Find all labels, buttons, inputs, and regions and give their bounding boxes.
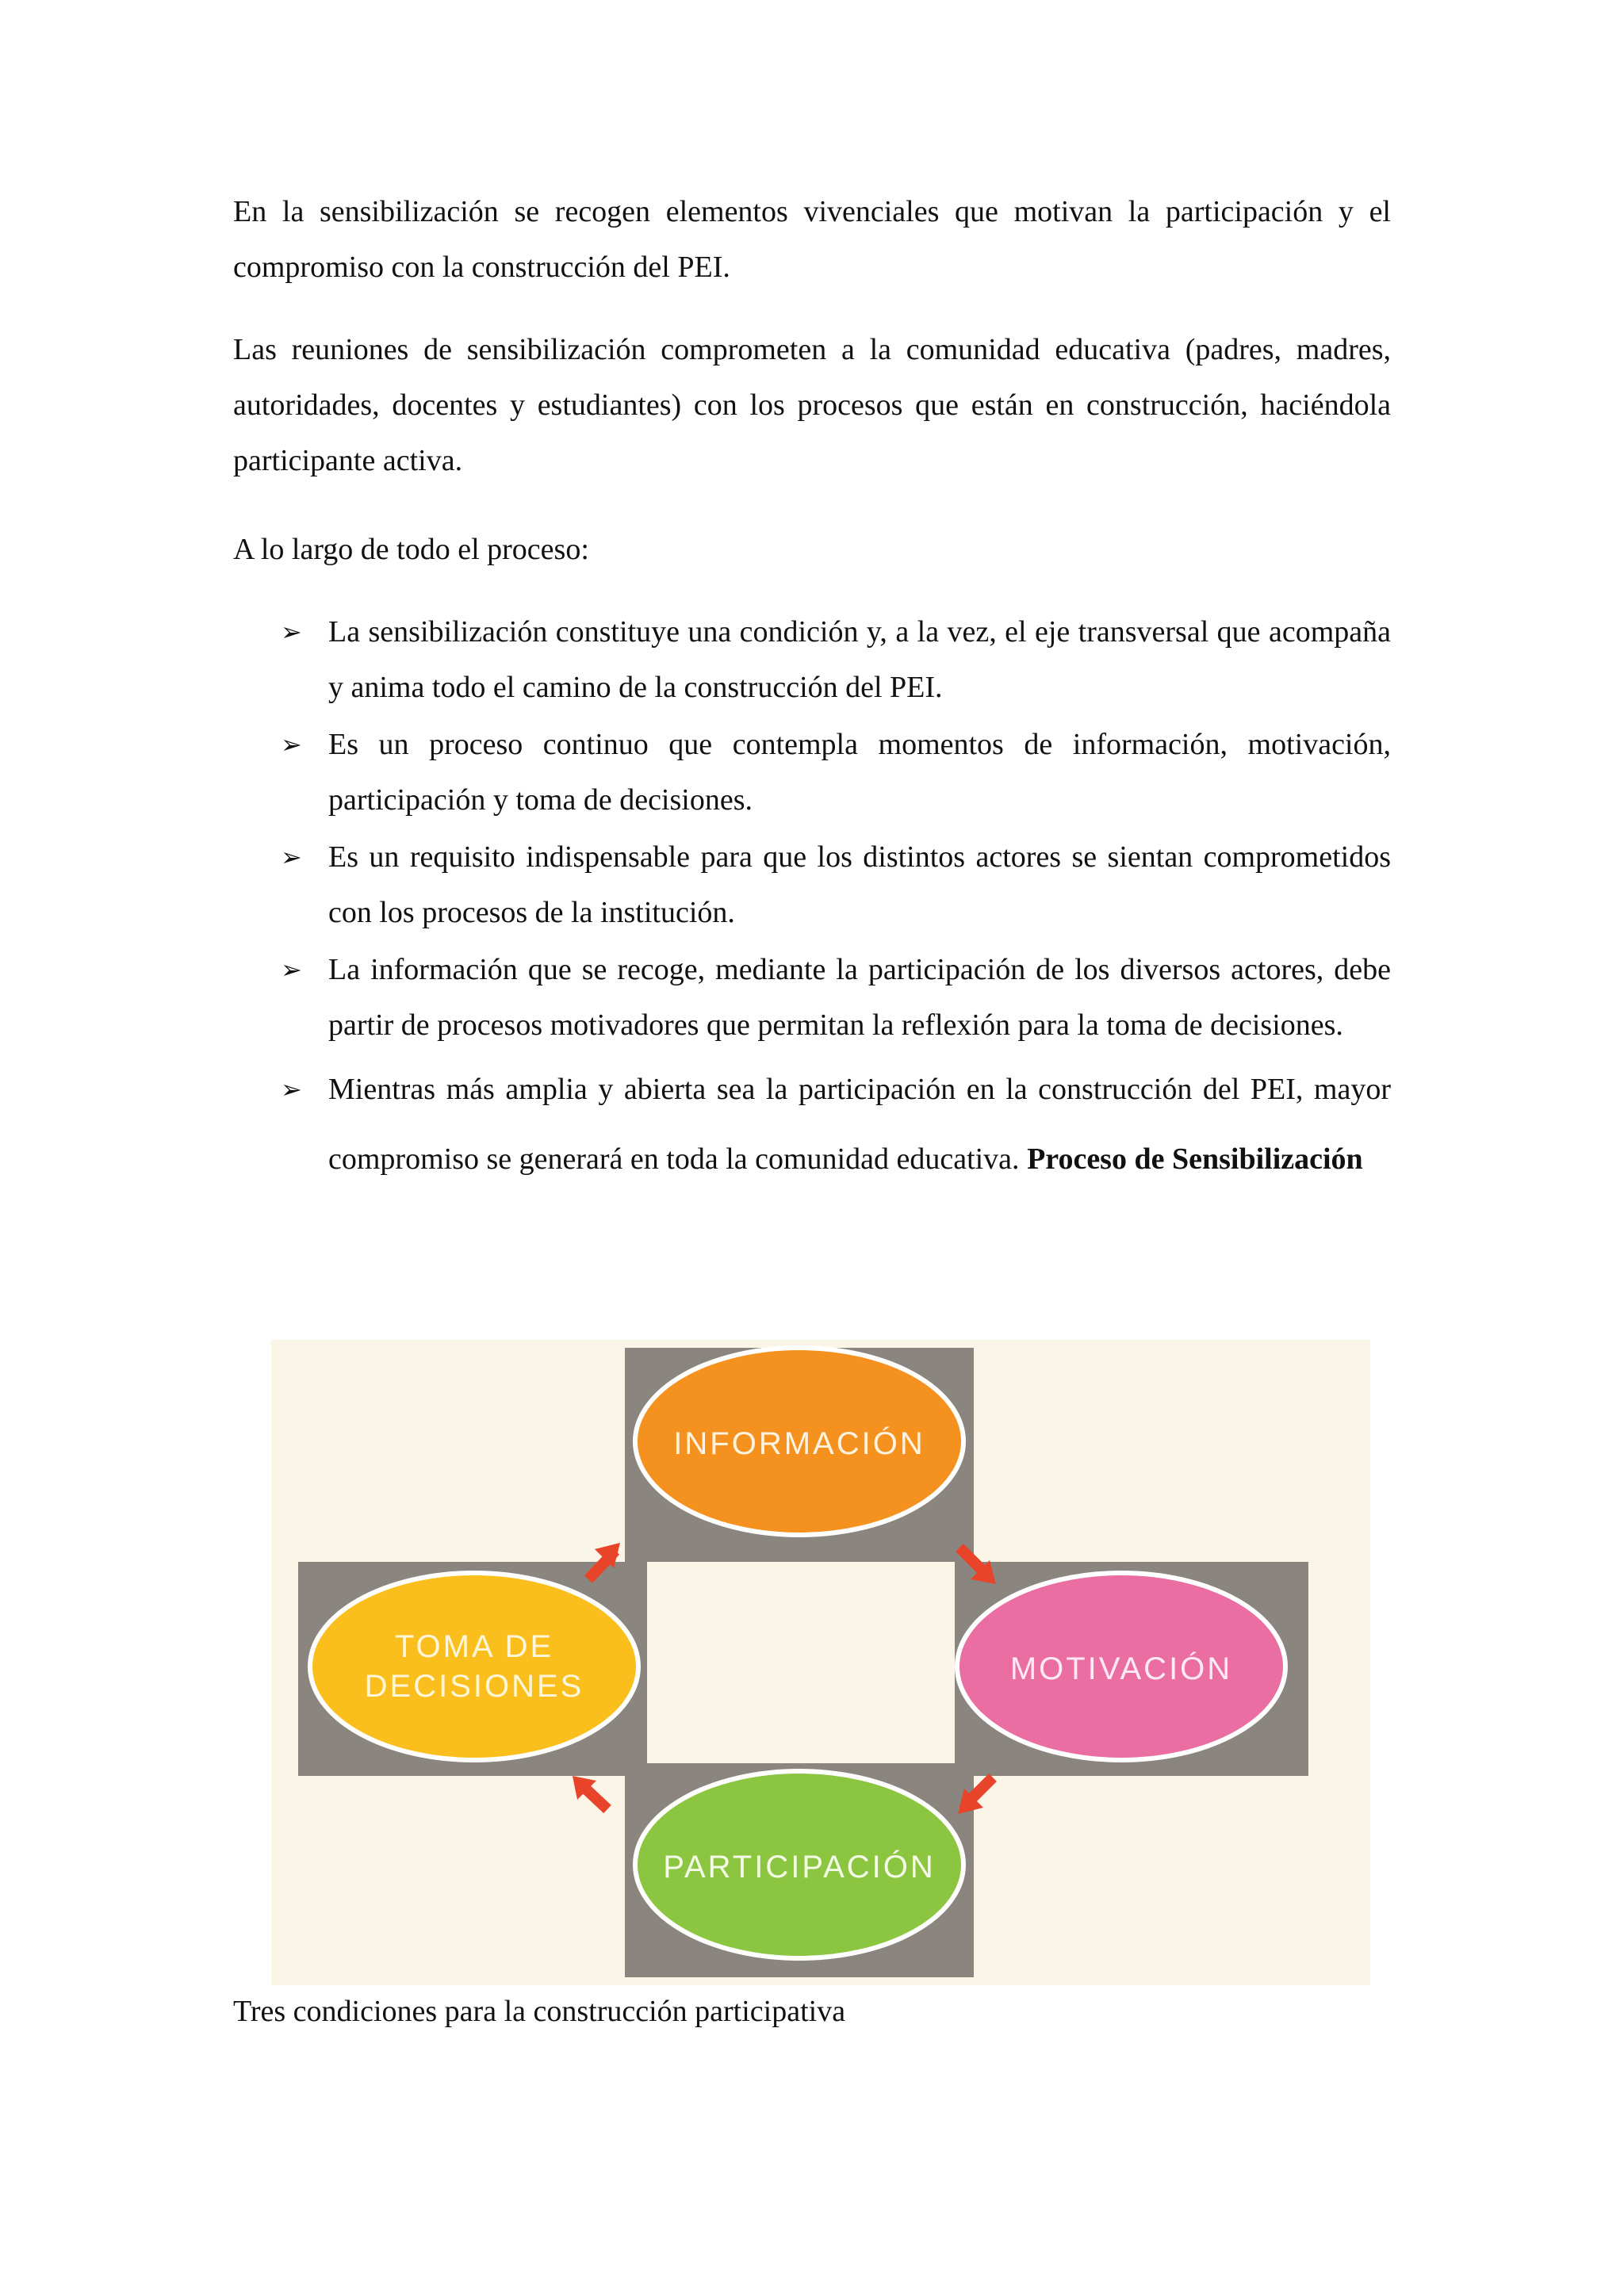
list-item-text: Es un requisito indispensable para que los distintos actores se sientan comprometidos con los procesos de la institución.: [328, 840, 1391, 929]
arrow-bullet-icon: ➢: [281, 955, 302, 985]
list-item-text: La información que se recoge, mediante la participación de los diversos actores, debe partir de procesos motivadores que permitan la reflexión para la toma de decisiones.: [328, 953, 1391, 1042]
list-item: [281, 1054, 1391, 1194]
list-item-text: Es un proceso continuo que contempla momentos de información, motivación, participación y toma de decisiones.: [328, 728, 1391, 817]
list-item: [281, 942, 1391, 1053]
arrow-bullet-icon: ➢: [281, 842, 302, 872]
paragraph-proceso-intro: A lo largo de todo el proceso:: [233, 533, 589, 566]
sensibilization-cycle-diagram: [271, 1340, 1370, 1985]
node-toma-decisiones: [310, 1573, 638, 1760]
label-participacion: PARTICIPACIÓN: [663, 1850, 936, 1885]
arrow-bullet-icon: ➢: [281, 1074, 302, 1104]
paragraph-sensibilizacion: En la sensibilización se recogen elementos vivenciales que motivan la participación y el compromiso con la construcción del PEI.: [233, 195, 1391, 284]
list-item: [281, 829, 1391, 940]
arrow-bullet-icon: ➢: [281, 729, 302, 760]
list-item-text: Mientras más amplia y abierta sea la participación en la construcción del PEI, mayor compromiso se generará en toda la comunidad educativa.: [328, 1073, 1391, 1176]
arrow-participacion-to-toma: [573, 1776, 607, 1809]
list-item: [281, 604, 1391, 715]
list-item: [281, 717, 1391, 828]
label-decisiones: DECISIONES: [364, 1669, 584, 1704]
arrow-bullet-icon: ➢: [281, 617, 302, 647]
bullet-list: [281, 604, 1391, 1196]
figure-caption: Tres condiciones para la construcción participativa: [233, 1995, 846, 2028]
diagram-svg: [271, 1340, 1370, 1985]
paragraph-reuniones: Las reuniones de sensibilización comprometen a la comunidad educativa (padres, madres, autoridades, docentes y estudiantes) con los procesos que están en construcción, haciéndola participante activa.: [233, 333, 1391, 477]
list-item-text: La sensibilización constituye una condición y, a la vez, el eje transversal que acompaña y anima todo el camino de la construcción del PEI.: [328, 615, 1391, 704]
label-informacion: INFORMACIÓN: [673, 1426, 925, 1461]
label-toma-de: TOMA DE: [394, 1629, 554, 1664]
section-heading: Proceso de Sensibilización: [1027, 1142, 1363, 1176]
label-motivacion: MOTIVACIÓN: [1009, 1651, 1233, 1686]
